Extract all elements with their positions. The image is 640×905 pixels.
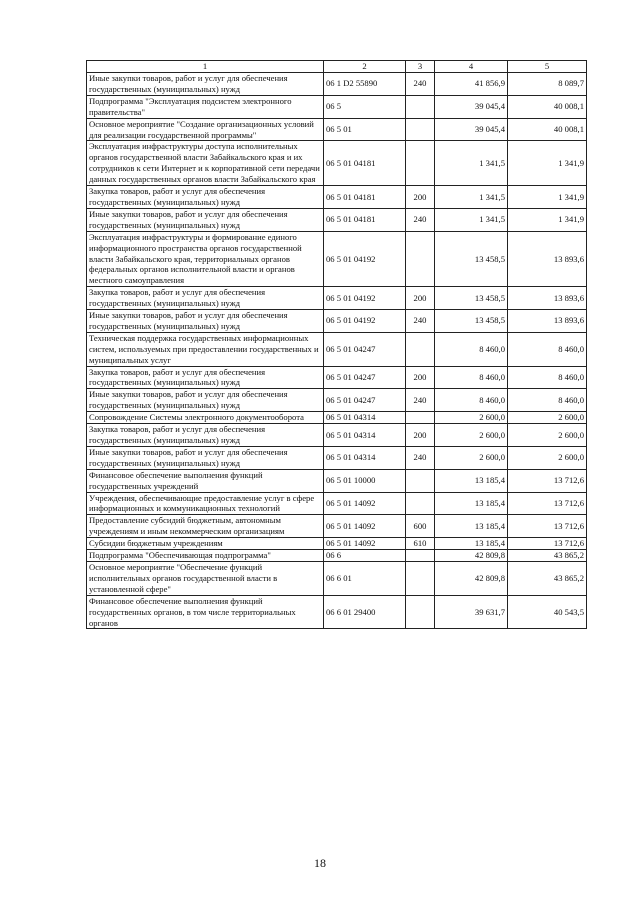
budget-code: 06 5 01 04247 (324, 366, 406, 389)
expense-type (406, 118, 435, 141)
column-header-5: 5 (508, 61, 587, 73)
amount-year-1: 2 600,0 (435, 446, 508, 469)
expense-type (406, 332, 435, 366)
amount-year-2: 40 008,1 (508, 118, 587, 141)
amount-year-1: 13 458,5 (435, 231, 508, 287)
expense-type (406, 550, 435, 562)
page-number: 18 (314, 856, 326, 870)
budget-code: 06 5 01 14092 (324, 492, 406, 515)
row-name: Закупка товаров, работ и услуг для обеспечения государственных (муниципальных) нужд (87, 287, 324, 310)
budget-code: 06 5 01 14092 (324, 515, 406, 538)
expense-type (406, 95, 435, 118)
expense-type: 200 (406, 186, 435, 209)
expense-type: 200 (406, 366, 435, 389)
table-row (87, 412, 587, 424)
amount-year-2: 2 600,0 (508, 424, 587, 447)
budget-code: 06 5 01 04192 (324, 310, 406, 333)
expense-type: 240 (406, 310, 435, 333)
row-name: Основное мероприятие "Создание организационных условий для реализации государственной программы" (87, 118, 324, 141)
expense-type (406, 412, 435, 424)
amount-year-2: 8 089,7 (508, 73, 587, 96)
table-row (87, 141, 587, 186)
amount-year-2: 2 600,0 (508, 446, 587, 469)
expense-type: 240 (406, 446, 435, 469)
amount-year-1: 42 809,8 (435, 550, 508, 562)
budget-code: 06 5 01 04181 (324, 186, 406, 209)
expense-type: 240 (406, 389, 435, 412)
table-row (87, 561, 587, 595)
table-row (87, 208, 587, 231)
table-row (87, 424, 587, 447)
table-row (87, 118, 587, 141)
amount-year-2: 8 460,0 (508, 389, 587, 412)
amount-year-2: 43 865,2 (508, 550, 587, 562)
amount-year-1: 8 460,0 (435, 366, 508, 389)
row-name: Основное мероприятие "Обеспечение функций исполнительных органов государственной власти в установленной сфере" (87, 561, 324, 595)
table-row (87, 595, 587, 629)
expense-type (406, 141, 435, 186)
budget-code: 06 6 01 (324, 561, 406, 595)
budget-code: 06 5 01 04314 (324, 412, 406, 424)
amount-year-1: 8 460,0 (435, 389, 508, 412)
expense-type (406, 231, 435, 287)
budget-code: 06 5 01 04314 (324, 424, 406, 447)
row-name: Сопровождение Системы электронного документооборота (87, 412, 324, 424)
budget-code: 06 5 01 04192 (324, 231, 406, 287)
amount-year-2: 13 893,6 (508, 231, 587, 287)
amount-year-1: 1 341,5 (435, 186, 508, 209)
row-name: Эксплуатация инфраструктуры и формирование единого информационного пространства органов государственной власти Забайкальского края, территориальных органов федеральных органов исполнительной власти и органов местного самоуправления (87, 231, 324, 287)
budget-code: 06 5 01 14092 (324, 538, 406, 550)
table-row (87, 186, 587, 209)
expense-type: 610 (406, 538, 435, 550)
expense-type (406, 595, 435, 629)
budget-table (86, 60, 587, 629)
budget-code: 06 5 01 04192 (324, 287, 406, 310)
row-name: Иные закупки товаров, работ и услуг для обеспечения государственных (муниципальных) нужд (87, 446, 324, 469)
amount-year-2: 8 460,0 (508, 366, 587, 389)
amount-year-1: 13 185,4 (435, 515, 508, 538)
budget-code: 06 5 (324, 95, 406, 118)
budget-code: 06 5 01 04181 (324, 208, 406, 231)
row-name: Иные закупки товаров, работ и услуг для обеспечения государственных (муниципальных) нужд (87, 389, 324, 412)
amount-year-2: 13 712,6 (508, 492, 587, 515)
row-name: Учреждения, обеспечивающие предоставление услуг в сфере информационных и коммуникационных технологий (87, 492, 324, 515)
budget-code: 06 5 01 (324, 118, 406, 141)
amount-year-2: 13 712,6 (508, 538, 587, 550)
table-row (87, 73, 587, 96)
expense-type: 200 (406, 287, 435, 310)
table-row (87, 492, 587, 515)
table-row (87, 469, 587, 492)
amount-year-1: 41 856,9 (435, 73, 508, 96)
row-name: Подпрограмма "Эксплуатация подсистем электронного правительства" (87, 95, 324, 118)
amount-year-2: 13 712,6 (508, 515, 587, 538)
row-name: Иные закупки товаров, работ и услуг для обеспечения государственных (муниципальных) нужд (87, 310, 324, 333)
table-row (87, 231, 587, 287)
expense-type: 600 (406, 515, 435, 538)
table-row (87, 95, 587, 118)
budget-code: 06 6 (324, 550, 406, 562)
expense-type (406, 492, 435, 515)
column-header-4: 4 (435, 61, 508, 73)
row-name: Субсидии бюджетным учреждениям (87, 538, 324, 550)
amount-year-2: 43 865,2 (508, 561, 587, 595)
amount-year-2: 8 460,0 (508, 332, 587, 366)
table-row (87, 550, 587, 562)
amount-year-1: 1 341,5 (435, 141, 508, 186)
amount-year-2: 13 893,6 (508, 310, 587, 333)
amount-year-1: 1 341,5 (435, 208, 508, 231)
table-row (87, 446, 587, 469)
table-row (87, 332, 587, 366)
amount-year-2: 13 893,6 (508, 287, 587, 310)
row-name: Техническая поддержка государственных информационных систем, используемых при предоставлении государственных и муниципальных услуг (87, 332, 324, 366)
budget-code: 06 5 01 04314 (324, 446, 406, 469)
amount-year-1: 13 185,4 (435, 469, 508, 492)
column-header-1: 1 (87, 61, 324, 73)
amount-year-1: 2 600,0 (435, 424, 508, 447)
amount-year-2: 1 341,9 (508, 186, 587, 209)
column-header-3: 3 (406, 61, 435, 73)
row-name: Финансовое обеспечение выполнения функций государственных учреждений (87, 469, 324, 492)
row-name: Подпрограмма "Обеспечивающая подпрограмма" (87, 550, 324, 562)
amount-year-1: 39 045,4 (435, 95, 508, 118)
table-row (87, 310, 587, 333)
row-name: Иные закупки товаров, работ и услуг для обеспечения государственных (муниципальных) нужд (87, 208, 324, 231)
budget-code: 06 6 01 29400 (324, 595, 406, 629)
amount-year-1: 13 458,5 (435, 310, 508, 333)
budget-code: 06 5 01 04181 (324, 141, 406, 186)
row-name: Финансовое обеспечение выполнения функций государственных органов, в том числе территориальных органов (87, 595, 324, 629)
table-row (87, 389, 587, 412)
amount-year-1: 39 045,4 (435, 118, 508, 141)
table-row (87, 287, 587, 310)
amount-year-2: 1 341,9 (508, 141, 587, 186)
row-name: Предоставление субсидий бюджетным, автономным учреждениям и иным некоммерческим организациям (87, 515, 324, 538)
row-name: Закупка товаров, работ и услуг для обеспечения государственных (муниципальных) нужд (87, 186, 324, 209)
expense-type: 200 (406, 424, 435, 447)
table-row (87, 366, 587, 389)
amount-year-2: 40 008,1 (508, 95, 587, 118)
expense-type: 240 (406, 208, 435, 231)
amount-year-1: 13 185,4 (435, 538, 508, 550)
row-name: Закупка товаров, работ и услуг для обеспечения государственных (муниципальных) нужд (87, 424, 324, 447)
amount-year-2: 40 543,5 (508, 595, 587, 629)
budget-code: 06 5 01 04247 (324, 389, 406, 412)
column-header-2: 2 (324, 61, 406, 73)
row-name: Иные закупки товаров, работ и услуг для обеспечения государственных (муниципальных) нужд (87, 73, 324, 96)
amount-year-1: 13 185,4 (435, 492, 508, 515)
table-row (87, 538, 587, 550)
amount-year-2: 2 600,0 (508, 412, 587, 424)
row-name: Эксплуатация инфраструктуры доступа исполнительных органов государственной власти Забайкальского края и их сотрудников к сети Интернет и к корпоративной сети передачи данных государственных органов власти Забайкальского края (87, 141, 324, 186)
budget-code: 06 5 01 04247 (324, 332, 406, 366)
expense-type: 240 (406, 73, 435, 96)
table-header-row (87, 61, 587, 73)
table-row (87, 515, 587, 538)
budget-code: 06 5 01 10000 (324, 469, 406, 492)
row-name: Закупка товаров, работ и услуг для обеспечения государственных (муниципальных) нужд (87, 366, 324, 389)
expense-type (406, 469, 435, 492)
budget-code: 06 1 D2 55890 (324, 73, 406, 96)
amount-year-1: 8 460,0 (435, 332, 508, 366)
amount-year-2: 13 712,6 (508, 469, 587, 492)
expense-type (406, 561, 435, 595)
amount-year-1: 39 631,7 (435, 595, 508, 629)
amount-year-2: 1 341,9 (508, 208, 587, 231)
amount-year-1: 2 600,0 (435, 412, 508, 424)
amount-year-1: 42 809,8 (435, 561, 508, 595)
amount-year-1: 13 458,5 (435, 287, 508, 310)
